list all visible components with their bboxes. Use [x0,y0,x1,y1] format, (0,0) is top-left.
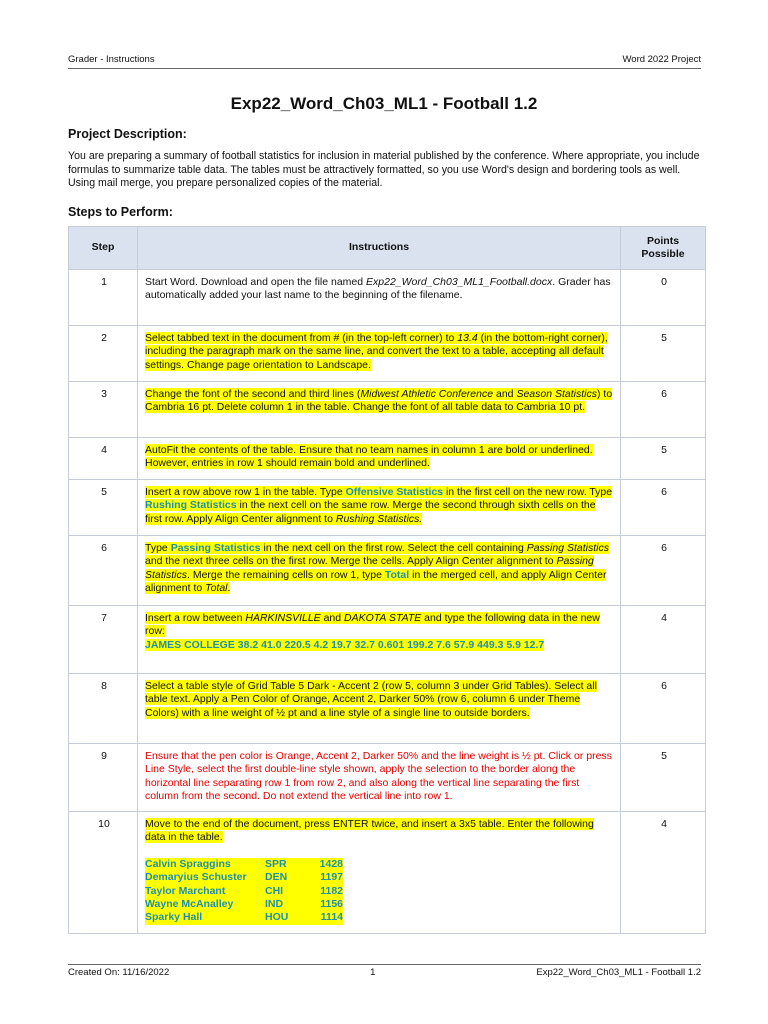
step-number: 3 [69,382,138,438]
points-cell: 6 [621,674,706,744]
step-number: 4 [69,438,138,480]
steps-heading: Steps to Perform: [68,205,173,219]
list-item: Wayne McAnalley IND 1156 [145,898,343,911]
table-row [69,674,706,744]
list-item: Calvin Spraggins SPR 1428 [145,857,343,870]
points-cell: 4 [621,606,706,674]
page-footer [68,964,701,978]
project-description-text: You are preparing a summary of football statistics for inclusion in material published by the conference. Where appropriate, you include formulas to summarize table data. The tables must be attractively formatted, so you use Word's design and bordering tools as well. Using mail merge, you prepare personalized copies of the material. [68,150,700,189]
document-title: Exp22_Word_Ch03_ML1 - Football 1.2 [230,94,538,113]
instruction-cell: Move to the end of the document, press ENTER twice, and insert a 3x5 table. Enter the following data in the table. Calvin Spraggins SPR 1428 Demaryius Schuster DEN 1197 Taylor Marchant CHI 1182 Wayne McAnalley IND 1156 Sparky Hall HOU 1114 [138,812,621,934]
step-number: 7 [69,606,138,674]
table-row [69,438,706,480]
list-item: Taylor Marchant CHI 1182 [145,884,343,897]
table-row [69,606,706,674]
table-row [69,270,706,326]
step-number: 6 [69,536,138,606]
points-cell: 6 [621,536,706,606]
points-cell: 5 [621,438,706,480]
step-number: 8 [69,674,138,744]
step-number: 5 [69,480,138,536]
instruction-cell: Insert a row above row 1 in the table. Type Offensive Statistics in the first cell on the new row. Type Rushing Statistics in the next cell on the same row. Merge the second through sixth cells on the first row. Apply Align Center alignment to Rushing Statistics. [138,480,621,536]
step-number: 1 [69,270,138,326]
instruction-cell: Type Passing Statistics in the next cell on the first row. Select the cell containing Passing Statistics and the next three cells on the first row. Merge the cells. Apply Align Center alignment to Passing Statistics. Merge the remaining cells on row 1, type Total in the merged cell, and apply Align Center alignment to Total. [138,536,621,606]
project-description-heading: Project Description: [68,127,187,141]
instruction-cell: Ensure that the pen color is Orange, Accent 2, Darker 50% and the line weight is ½ pt. Click or press Line Style, select the first double-line style shown, apply the selection to the border along the horizontal line separating row 1 from row 2, and also along the vertical line separating the first column from the second. Do not extend the vertical line into row 1. [138,744,621,812]
list-item: Sparky Hall HOU 1114 [145,911,343,924]
points-cell: 5 [621,744,706,812]
table-row [69,744,706,812]
table-row [69,382,706,438]
footer-created: Created On: 11/16/2022 [68,967,170,978]
step-number: 9 [69,744,138,812]
table-row [69,326,706,382]
steps-table [68,226,706,934]
points-cell: 0 [621,270,706,326]
instruction-cell: Change the font of the second and third lines (Midwest Athletic Conference and Season Statistics) to Cambria 16 pt. Delete column 1 in the table. Change the font of all table data to Cambria 10 pt. [138,382,621,438]
instruction-cell: Start Word. Download and open the file named Exp22_Word_Ch03_ML1_Football.docx. Grader has automatically added your last name to the beginning of the filename. [138,270,621,326]
instruction-cell: Select tabbed text in the document from # (in the top-left corner) to 13.4 (in the bottom-right corner), including the paragraph mark on the same line, and convert the text to a table, accepting all default settings. Change page orientation to Landscape. [138,326,621,382]
header-right: Word 2022 Project [622,54,701,65]
table-row [69,812,706,934]
table-row [69,536,706,606]
step-number: 2 [69,326,138,382]
page-header [68,54,701,69]
instruction-cell: Select a table style of Grid Table 5 Dark - Accent 2 (row 5, column 3 under Grid Tables). Select all table text. Apply a Pen Color of Orange, Accent 2, Darker 50% (row 6, column 6 under Theme Colors) with a line weight of ½ pt and a line style of a single line to outside borders. [138,674,621,744]
list-item: Demaryius Schuster DEN 1197 [145,871,343,884]
instruction-cell: Insert a row between HARKINSVILLE and DAKOTA STATE and type the following data in the new row: JAMES COLLEGE 38.2 41.0 220.5 4.2 19.7 32.7 0.601 199.2 7.6 57.9 449.3 5.9 12.7 [138,606,621,674]
instruction-cell: AutoFit the contents of the table. Ensure that no team names in column 1 are bold or underlined. However, entries in row 1 should remain bold and underlined. [138,438,621,480]
points-cell: 4 [621,812,706,934]
table-row [69,480,706,536]
col-points: Points Possible [621,227,706,270]
player-data-block [145,858,343,925]
header-left: Grader - Instructions [68,54,155,65]
points-cell: 5 [621,326,706,382]
points-cell: 6 [621,480,706,536]
table-header-row [69,227,706,270]
footer-page-number: 1 [370,967,376,978]
footer-title: Exp22_Word_Ch03_ML1 - Football 1.2 [536,967,701,978]
col-step: Step [69,227,138,270]
points-cell: 6 [621,382,706,438]
player-data-list [145,858,615,925]
step-number: 10 [69,812,138,934]
col-instructions: Instructions [138,227,621,270]
